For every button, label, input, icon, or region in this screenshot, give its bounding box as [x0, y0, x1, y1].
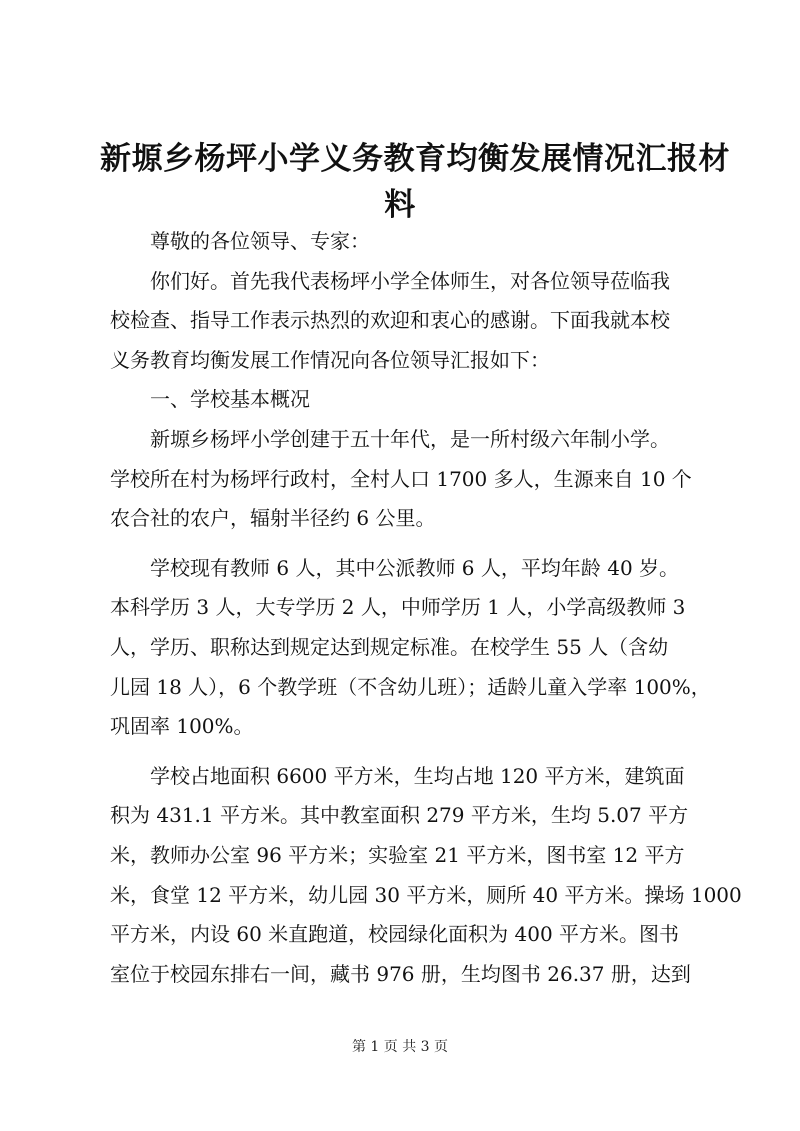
page-number: 第 1 页 共 3 页: [351, 1039, 449, 1055]
paragraph-line: 义务教育均衡发展工作情况向各位领导汇报如下：: [110, 347, 550, 372]
paragraph-line: 校检查、指导工作表示热烈的欢迎和衷心的感谢。下面我就本校: [110, 308, 670, 333]
paragraph-line: 米，食堂 12 平方米，幼儿园 30 平方米，厕所 40 平方米。操场 1000: [110, 882, 742, 907]
paragraph-line: 你们好。首先我代表杨坪小学全体师生，对各位领导莅临我: [150, 268, 670, 293]
paragraph-line: 新塬乡杨坪小学创建于五十年代，是一所村级六年制小学。: [150, 426, 670, 451]
document-title: [100, 136, 730, 228]
section-heading: 一、学校基本概况: [150, 387, 310, 412]
title-line: 料: [384, 187, 416, 223]
paragraph-line: 米，教师办公室 96 平方米；实验室 21 平方米，图书室 12 平方: [110, 842, 685, 867]
paragraph-line: 学校占地面积 6600 平方米，生均占地 120 平方米，建筑面: [150, 763, 685, 788]
paragraph-line: 积为 431.1 平方米。其中教室面积 279 平方米，生均 5.07 平方: [110, 803, 689, 828]
paragraph-line: 学校现有教师 6 人，其中公派教师 6 人，平均年龄 40 岁。: [150, 555, 680, 580]
paragraph-line: 室位于校园东排右一间，藏书 976 册，生均图书 26.37 册，达到: [110, 961, 691, 986]
page-footer: [0, 1036, 800, 1056]
paragraph-line: 农合社的农户，辐射半径约 6 公里。: [110, 506, 436, 531]
paragraph-line: 人，学历、职称达到规定达到规定标准。在校学生 55 人（含幼: [110, 634, 669, 659]
paragraph-line: 巩固率 100%。: [110, 714, 254, 739]
paragraph-line: 儿园 18 人），6 个教学班（不含幼儿班）；适龄儿童入学率 100%，: [110, 674, 711, 699]
paragraph-line: 平方米，内设 60 米直跑道，校园绿化面积为 400 平方米。图书: [110, 922, 680, 947]
document-body: [110, 222, 742, 994]
paragraph-line: 学校所在村为杨坪行政村，全村人口 1700 多人，生源来自 10 个: [110, 466, 692, 491]
title-line: 新塬乡杨坪小学义务教育均衡发展情况汇报材: [100, 141, 730, 177]
paragraph-line: 本科学历 3 人，大专学历 2 人，中师学历 1 人，小学高级教师 3: [110, 595, 686, 620]
salutation: 尊敬的各位领导、专家：: [150, 229, 370, 253]
